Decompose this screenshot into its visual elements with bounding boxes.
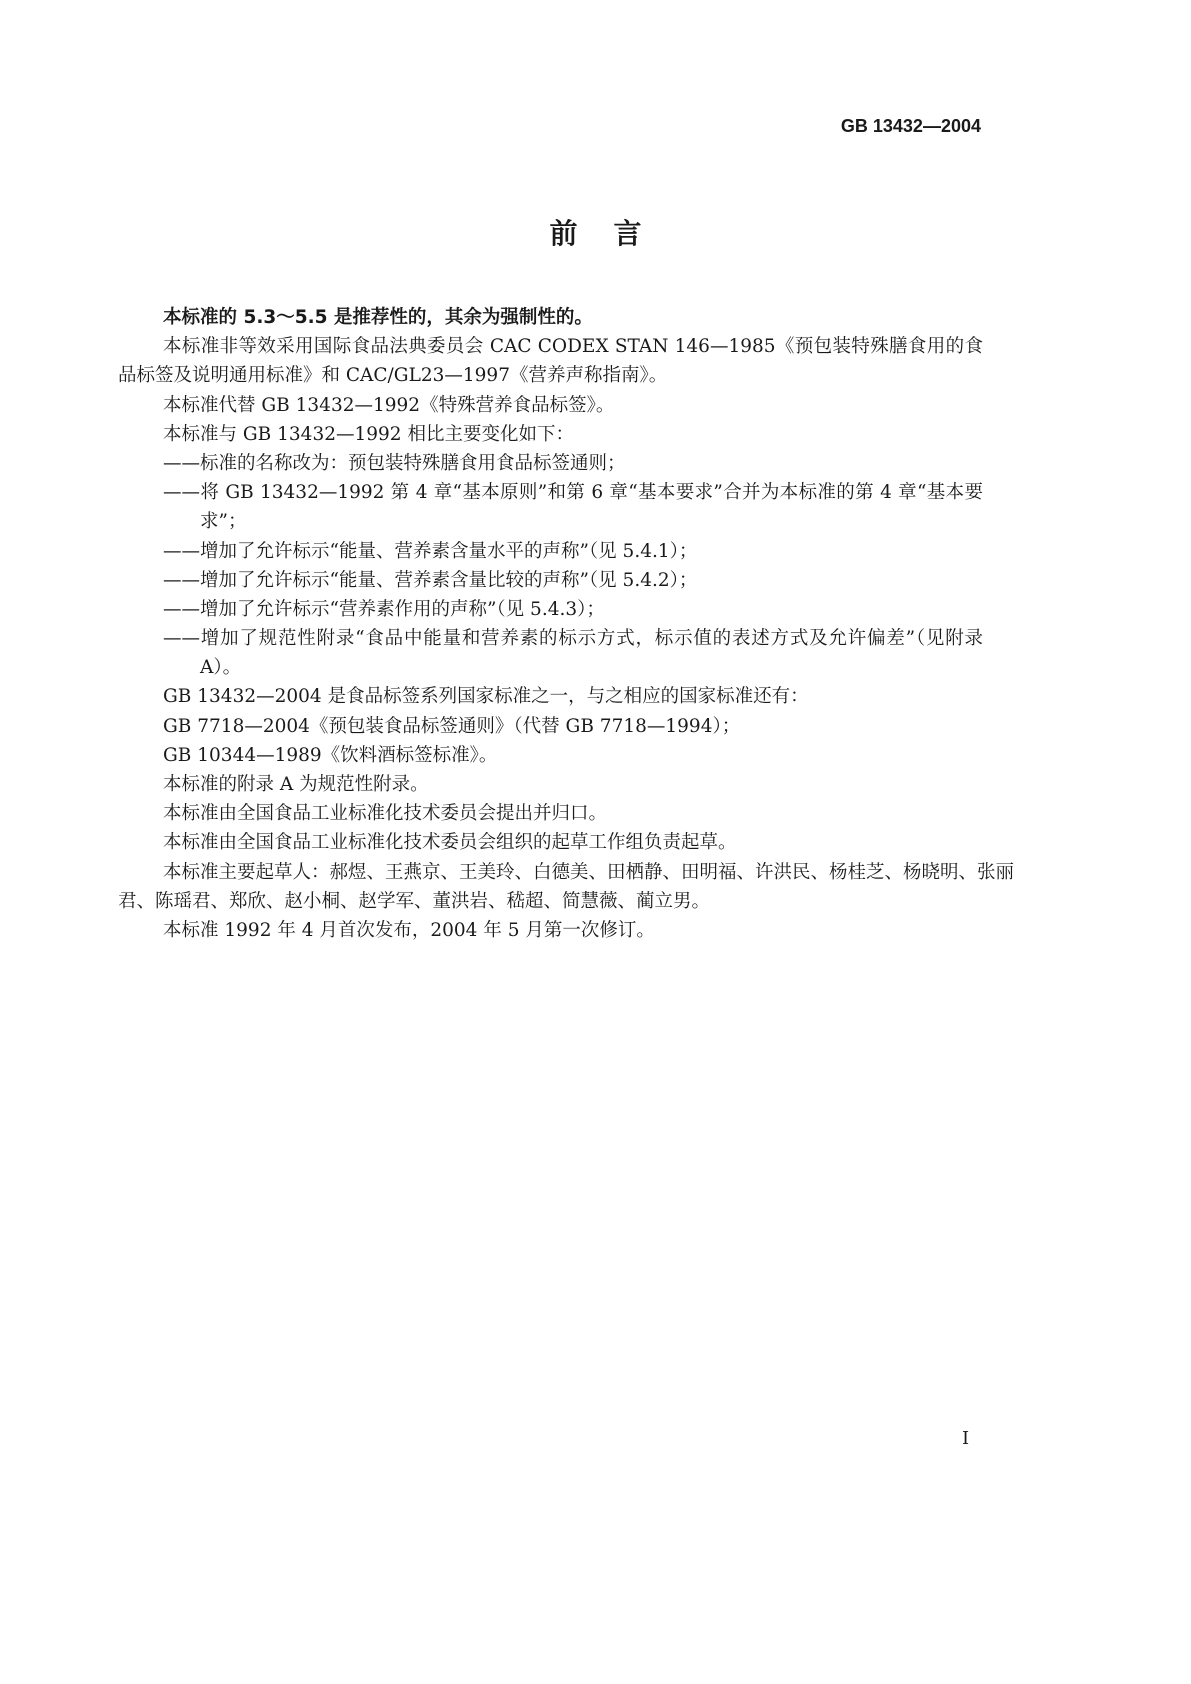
paragraph-line: 君、陈瑶君、郑欣、赵小桐、赵学军、董洪岩、嵇超、简慧薇、蔺立男。	[118, 890, 711, 912]
paragraph-line: 本标准的附录 A 为规范性附录。	[163, 774, 429, 795]
standard-number-header: GB 13432—2004	[840, 116, 981, 136]
page-number: I	[962, 1428, 970, 1449]
paragraph	[118, 916, 983, 945]
paragraph-line: GB 7718—2004《预包装食品标签通则》（代替 GB 7718—1994）；	[163, 715, 741, 737]
paragraph	[118, 303, 983, 332]
paragraph	[118, 566, 983, 595]
paragraph-line: ——将 GB 13432—1992 第 4 章“基本原则”和第 6 章“基本要求”合并为本标准的第 4 章“基本要	[163, 482, 983, 504]
paragraph-line: 求”；	[200, 511, 247, 533]
paragraph-line: GB 10344—1989《饮料酒标签标准》。	[163, 744, 498, 766]
paragraph	[118, 682, 983, 711]
paragraph	[118, 712, 983, 741]
paragraph	[118, 858, 1015, 916]
paragraph-line: ——增加了允许标示“营养素作用的声称”（见 5.4.3）；	[163, 598, 605, 620]
paragraph-line: 本标准主要起草人：郝煜、王燕京、王美玲、白德美、田栖静、田明福、许洪民、杨桂芝、杨晓明、张丽	[163, 861, 1015, 883]
paragraph	[118, 537, 983, 566]
paragraph	[118, 828, 983, 857]
paragraph	[118, 799, 983, 828]
paragraph	[118, 595, 983, 624]
paragraph-line: ——标准的名称改为：预包装特殊膳食用食品标签通则；	[163, 452, 626, 474]
paragraph-line: 本标准由全国食品工业标准化技术委员会提出并归口。	[163, 803, 608, 825]
paragraph-line: 本标准与 GB 13432—1992 相比主要变化如下：	[163, 423, 574, 445]
paragraph	[118, 741, 983, 770]
paragraph	[118, 391, 983, 420]
paragraph	[118, 770, 983, 799]
paragraph-line: ——增加了规范性附录“食品中能量和营养素的标示方式，标示值的表述方式及允许偏差”（见附录	[163, 628, 983, 650]
paragraph-line: ——增加了允许标示“能量、营养素含量比较的声称”（见 5.4.2）；	[163, 569, 698, 591]
paragraph-line: ——增加了允许标示“能量、营养素含量水平的声称”（见 5.4.1）；	[163, 540, 698, 562]
paragraph-line: 品标签及说明通用标准》和 CAC/GL23—1997《营养声称指南》。	[118, 365, 668, 387]
paragraph-line: 本标准由全国食品工业标准化技术委员会组织的起草工作组负责起草。	[163, 832, 737, 854]
paragraph-line: 本标准代替 GB 13432—1992《特殊营养食品标签》。	[163, 394, 615, 416]
paragraph	[118, 449, 983, 478]
paragraph-line: 本标准 1992 年 4 月首次发布，2004 年 5 月第一次修订。	[163, 919, 655, 941]
paragraph	[118, 332, 983, 390]
page-title: 前言	[549, 217, 678, 250]
paragraph-line: 本标准非等效采用国际食品法典委员会 CAC CODEX STAN 146—1985《预包装特殊膳食用的食	[163, 336, 983, 358]
paragraph	[118, 420, 983, 449]
paragraph-line: GB 13432—2004 是食品标签系列国家标准之一，与之相应的国家标准还有：	[163, 686, 809, 708]
paragraph-line: A）。	[200, 657, 242, 679]
foreword-body	[118, 303, 1015, 945]
paragraph-line: 本标准的 5.3～5.5 是推荐性的，其余为强制性的。	[163, 307, 593, 328]
paragraph	[118, 624, 983, 682]
paragraph	[118, 478, 983, 536]
